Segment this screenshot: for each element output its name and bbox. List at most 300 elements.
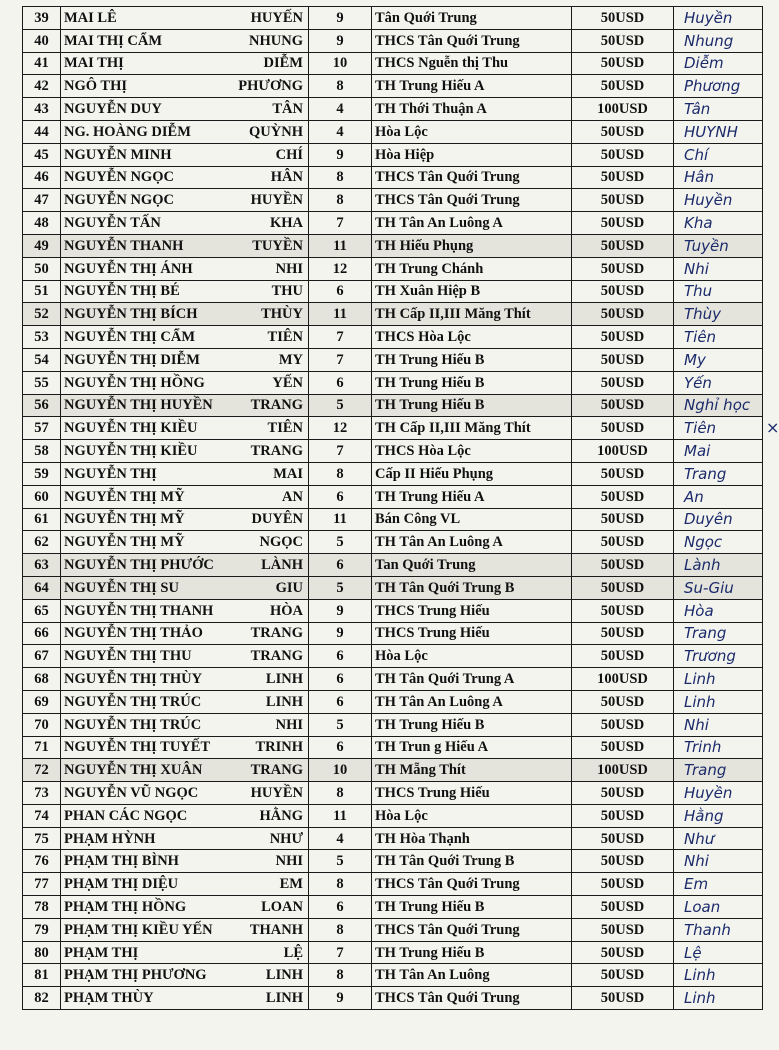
amount: 50USD (572, 554, 674, 577)
surname: NG. HOÀNG DIỄM (64, 123, 191, 140)
row-number: 76 (23, 850, 61, 873)
grade: 6 (309, 690, 372, 713)
table-row (23, 280, 763, 303)
student-name-wrap (64, 31, 305, 51)
amount: 50USD (572, 280, 674, 303)
student-name-wrap (64, 327, 305, 347)
signature: Nhung (674, 29, 763, 52)
student-name-wrap (64, 395, 305, 415)
signature: Linh (674, 668, 763, 691)
grade: 11 (309, 804, 372, 827)
student-name (61, 212, 309, 235)
school: TH Trung Hiếu B (372, 896, 572, 919)
student-name (61, 736, 309, 759)
school: THCS Nguễn thị Thu (372, 52, 572, 75)
table-row (23, 508, 763, 531)
table-row (23, 394, 763, 417)
row-number: 78 (23, 896, 61, 919)
signature: Tiên (674, 417, 763, 440)
grade: 9 (309, 599, 372, 622)
table-row (23, 782, 763, 805)
grade: 7 (309, 941, 372, 964)
amount: 50USD (572, 303, 674, 326)
student-name-wrap (64, 509, 305, 529)
row-number: 65 (23, 599, 61, 622)
amount: 50USD (572, 622, 674, 645)
student-name-wrap (64, 806, 305, 826)
student-name (61, 941, 309, 964)
school: TH Tân Quới Trung B (372, 576, 572, 599)
signature: Như (674, 827, 763, 850)
row-number: 64 (23, 576, 61, 599)
given-name: MAI (273, 465, 303, 482)
student-name-wrap (64, 555, 305, 575)
grade: 4 (309, 120, 372, 143)
table-row (23, 576, 763, 599)
given-name: NHI (275, 716, 303, 733)
given-name: NHUNG (249, 32, 303, 49)
given-name: LỆ (283, 944, 303, 961)
surname: NGUYỄN THỊ HUYỀN (64, 397, 213, 414)
student-name-wrap (64, 988, 305, 1008)
table-row (23, 440, 763, 463)
grade: 9 (309, 29, 372, 52)
signature: Linh (674, 690, 763, 713)
student-name (61, 827, 309, 850)
surname: MAI THỊ (64, 55, 124, 72)
row-number: 68 (23, 668, 61, 691)
surname: NGUYỄN THỊ TUYẾT (64, 739, 211, 756)
signature: An (674, 485, 763, 508)
student-name (61, 120, 309, 143)
student-name-wrap (64, 737, 305, 757)
student-name-wrap (64, 145, 305, 165)
given-name: TRANG (250, 648, 303, 665)
given-name: TRANG (250, 443, 303, 460)
surname: MAI LÊ (64, 9, 117, 26)
amount: 50USD (572, 417, 674, 440)
student-name-wrap (64, 920, 305, 940)
amount: 50USD (572, 120, 674, 143)
row-number: 48 (23, 212, 61, 235)
surname: PHẠM THỊ (64, 944, 139, 961)
given-name: TÂN (272, 101, 303, 118)
grade: 8 (309, 782, 372, 805)
school: THCS Trung Hiếu (372, 622, 572, 645)
student-name (61, 531, 309, 554)
grade: 11 (309, 234, 372, 257)
school: TH Tân Quới Trung B (372, 850, 572, 873)
student-name (61, 326, 309, 349)
student-name (61, 303, 309, 326)
surname: PHẠM THỊ HỒNG (64, 898, 187, 915)
student-name (61, 440, 309, 463)
student-name-wrap (64, 532, 305, 552)
surname: NGUYỄN THỊ XUÂN (64, 762, 203, 779)
row-number: 71 (23, 736, 61, 759)
given-name: EM (279, 876, 303, 893)
row-number: 79 (23, 918, 61, 941)
given-name: MY (278, 351, 303, 368)
table-row (23, 759, 763, 782)
amount: 50USD (572, 371, 674, 394)
surname: NGUYỄN NGỌC (64, 169, 174, 186)
table-row (23, 120, 763, 143)
amount: 50USD (572, 850, 674, 873)
surname: PHẠM THỊ PHƯƠNG (64, 967, 207, 984)
grade: 4 (309, 98, 372, 121)
grade: 9 (309, 987, 372, 1010)
table-row (23, 668, 763, 691)
given-name: NHƯ (269, 830, 303, 847)
given-name: PHƯƠNG (238, 78, 303, 95)
row-number: 75 (23, 827, 61, 850)
table-row (23, 645, 763, 668)
student-name (61, 622, 309, 645)
surname: PHẠM HỲNH (64, 830, 156, 847)
school: TH Tân An Luông A (372, 690, 572, 713)
grade: 4 (309, 827, 372, 850)
table-row (23, 873, 763, 896)
signature: Nhi (674, 850, 763, 873)
grade: 8 (309, 873, 372, 896)
school: Hòa Lộc (372, 120, 572, 143)
student-name-wrap (64, 578, 305, 598)
table-row (23, 850, 763, 873)
row-number: 53 (23, 326, 61, 349)
table-row (23, 736, 763, 759)
student-name (61, 804, 309, 827)
student-name-wrap (64, 167, 305, 187)
school: TH Tân An Luông A (372, 212, 572, 235)
student-name (61, 713, 309, 736)
row-number: 61 (23, 508, 61, 531)
surname: NGUYỄN NGỌC (64, 192, 174, 209)
signature: Trương (674, 645, 763, 668)
given-name: TIÊN (267, 420, 303, 437)
surname: NGUYỄN DUY (64, 101, 162, 118)
signature: Hằng (674, 804, 763, 827)
table-row (23, 326, 763, 349)
row-number: 73 (23, 782, 61, 805)
grade: 5 (309, 394, 372, 417)
given-name: AN (282, 488, 303, 505)
grade: 5 (309, 850, 372, 873)
grade: 5 (309, 713, 372, 736)
amount: 50USD (572, 645, 674, 668)
amount: 50USD (572, 918, 674, 941)
student-name (61, 850, 309, 873)
row-number: 63 (23, 554, 61, 577)
signature: Thanh (674, 918, 763, 941)
given-name: LÀNH (261, 557, 303, 574)
signature: Tuyền (674, 234, 763, 257)
table-row (23, 690, 763, 713)
school: TH Trung Hiếu B (372, 941, 572, 964)
student-name (61, 234, 309, 257)
student-name-wrap (64, 943, 305, 963)
surname: NGUYỄN THỊ HỒNG (64, 374, 205, 391)
student-name-wrap (64, 464, 305, 484)
amount: 50USD (572, 873, 674, 896)
row-number: 50 (23, 257, 61, 280)
amount: 50USD (572, 713, 674, 736)
table-row (23, 7, 763, 30)
signature: Phương (674, 75, 763, 98)
amount: 100USD (572, 98, 674, 121)
student-name (61, 554, 309, 577)
signature: Loan (674, 896, 763, 919)
student-name-wrap (64, 897, 305, 917)
amount: 50USD (572, 257, 674, 280)
row-number: 47 (23, 189, 61, 212)
grade: 9 (309, 7, 372, 30)
signature: My (674, 348, 763, 371)
row-number: 81 (23, 964, 61, 987)
student-name-wrap (64, 487, 305, 507)
school: TH Trung Hiếu A (372, 485, 572, 508)
table-row (23, 166, 763, 189)
surname: NGUYỄN THỊ TRÚC (64, 716, 202, 733)
amount: 50USD (572, 782, 674, 805)
amount: 50USD (572, 189, 674, 212)
school: THCS Tân Quới Trung (372, 29, 572, 52)
row-number: 59 (23, 462, 61, 485)
student-name (61, 918, 309, 941)
school: THCS Hòa Lộc (372, 326, 572, 349)
row-number: 80 (23, 941, 61, 964)
amount: 50USD (572, 7, 674, 30)
grade: 8 (309, 166, 372, 189)
school: THCS Tân Quới Trung (372, 189, 572, 212)
given-name: LINH (265, 693, 303, 710)
table-row (23, 896, 763, 919)
surname: NGUYỄN THỊ THẢO (64, 625, 203, 642)
grade: 12 (309, 257, 372, 280)
school: TH Cấp II,III Măng Thít (372, 417, 572, 440)
signature: Nghỉ học (674, 394, 763, 417)
grade: 8 (309, 964, 372, 987)
given-name: THU (271, 283, 303, 300)
given-name: TRINH (255, 739, 303, 756)
row-number: 51 (23, 280, 61, 303)
given-name: TRANG (250, 762, 303, 779)
table-row (23, 713, 763, 736)
amount: 50USD (572, 234, 674, 257)
row-number: 41 (23, 52, 61, 75)
table-row (23, 941, 763, 964)
table-row (23, 52, 763, 75)
amount: 100USD (572, 440, 674, 463)
school: TH Tân An Luông (372, 964, 572, 987)
student-name-wrap (64, 259, 305, 279)
given-name: HÂN (270, 169, 303, 186)
student-name-wrap (64, 236, 305, 256)
amount: 50USD (572, 964, 674, 987)
student-name-wrap (64, 851, 305, 871)
grade: 5 (309, 531, 372, 554)
given-name: HUYỀN (250, 192, 303, 209)
student-name-wrap (64, 783, 305, 803)
student-name-wrap (64, 965, 305, 985)
school: TH Trun g Hiếu A (372, 736, 572, 759)
student-name (61, 348, 309, 371)
grade: 11 (309, 508, 372, 531)
grade: 7 (309, 440, 372, 463)
row-number: 56 (23, 394, 61, 417)
student-name-wrap (64, 190, 305, 210)
surname: NGUYỄN THỊ THU (64, 648, 192, 665)
table-row (23, 622, 763, 645)
signature: Lành (674, 554, 763, 577)
given-name: TRANG (250, 625, 303, 642)
surname: PHẠM THỊ DIỆU (64, 876, 179, 893)
grade: 7 (309, 348, 372, 371)
given-name: LINH (265, 671, 303, 687)
amount: 50USD (572, 52, 674, 75)
signature: Hân (674, 166, 763, 189)
given-name: HUYẾN (250, 9, 303, 26)
surname: NGUYỄN THỊ BÉ (64, 283, 180, 300)
amount: 50USD (572, 531, 674, 554)
student-name-wrap (64, 53, 305, 73)
student-name (61, 964, 309, 987)
grade: 6 (309, 645, 372, 668)
school: Cấp II Hiếu Phụng (372, 462, 572, 485)
row-number: 49 (23, 234, 61, 257)
student-name-wrap (64, 601, 305, 621)
table-row (23, 987, 763, 1010)
student-name-wrap (64, 692, 305, 712)
school: TH Trung Hiếu B (372, 713, 572, 736)
amount: 50USD (572, 29, 674, 52)
surname: NGUYỄN VŨ NGỌC (64, 784, 199, 801)
row-number: 72 (23, 759, 61, 782)
school: TH Mẵng Thít (372, 759, 572, 782)
school: Tân Quới Trung (372, 7, 572, 30)
signature: Huyền (674, 7, 763, 30)
student-name (61, 189, 309, 212)
given-name: HÒA (269, 602, 303, 619)
school: TH Trung Hiếu B (372, 348, 572, 371)
grade: 5 (309, 576, 372, 599)
grade: 8 (309, 918, 372, 941)
given-name: YẾN (272, 374, 303, 391)
grade: 6 (309, 554, 372, 577)
given-name: CHÍ (275, 146, 303, 163)
row-number: 58 (23, 440, 61, 463)
row-number: 40 (23, 29, 61, 52)
amount: 50USD (572, 804, 674, 827)
roster-sheet (22, 6, 762, 1010)
grade: 6 (309, 280, 372, 303)
student-name-wrap (64, 715, 305, 735)
row-number: 74 (23, 804, 61, 827)
student-name-wrap (64, 350, 305, 370)
signature: Huyền (674, 189, 763, 212)
row-number: 77 (23, 873, 61, 896)
school: THCS Tân Quới Trung (372, 987, 572, 1010)
table-row (23, 964, 763, 987)
student-name-wrap (64, 99, 305, 119)
student-name (61, 280, 309, 303)
signature: Trang (674, 759, 763, 782)
student-name-wrap (64, 441, 305, 461)
student-name (61, 896, 309, 919)
student-name (61, 98, 309, 121)
surname: NGUYỄN THỊ SU (64, 579, 179, 596)
school: TH Tân An Luông A (372, 531, 572, 554)
table-row (23, 531, 763, 554)
signature: Thùy (674, 303, 763, 326)
given-name: LINH (265, 990, 303, 1007)
surname: PHẠM THỊ BÌNH (64, 853, 179, 870)
school: TH Hiếu Phụng (372, 234, 572, 257)
table-row (23, 212, 763, 235)
grade: 6 (309, 485, 372, 508)
amount: 50USD (572, 690, 674, 713)
row-number: 42 (23, 75, 61, 98)
school: THCS Tân Quới Trung (372, 918, 572, 941)
school: TH Trung Chánh (372, 257, 572, 280)
grade: 6 (309, 896, 372, 919)
student-name (61, 508, 309, 531)
row-number: 82 (23, 987, 61, 1010)
given-name: THANH (249, 921, 303, 938)
row-number: 46 (23, 166, 61, 189)
given-name: HUYỀN (250, 784, 303, 801)
table-row (23, 827, 763, 850)
grade: 10 (309, 52, 372, 75)
table-row (23, 371, 763, 394)
table-row (23, 554, 763, 577)
student-name (61, 166, 309, 189)
table-row (23, 75, 763, 98)
surname: NGUYỄN MINH (64, 146, 172, 163)
amount: 50USD (572, 462, 674, 485)
given-name: NGỌC (259, 534, 303, 551)
student-name (61, 417, 309, 440)
table-row (23, 98, 763, 121)
surname: NGUYỄN THỊ THANH (64, 602, 214, 619)
signature: Nhi (674, 257, 763, 280)
signature: Mai (674, 440, 763, 463)
table-row (23, 918, 763, 941)
grade: 10 (309, 759, 372, 782)
school: TH Trung Hiếu A (372, 75, 572, 98)
surname: NGÔ THỊ (64, 78, 127, 95)
amount: 50USD (572, 987, 674, 1010)
grade: 9 (309, 143, 372, 166)
surname: NGUYỄN THANH (64, 237, 184, 254)
row-number: 60 (23, 485, 61, 508)
signature: Tiên (674, 326, 763, 349)
given-name: DUYÊN (251, 511, 303, 528)
student-name-wrap (64, 646, 305, 666)
student-name (61, 690, 309, 713)
surname: PHẠM THÙY (64, 990, 154, 1007)
signature: Trang (674, 622, 763, 645)
student-name (61, 485, 309, 508)
student-name (61, 576, 309, 599)
student-name (61, 873, 309, 896)
signature: Lệ (674, 941, 763, 964)
surname: NGUYỄN THỊ MỸ (64, 488, 185, 505)
table-row (23, 303, 763, 326)
signature: Em (674, 873, 763, 896)
signature: Su-Giu (674, 576, 763, 599)
school: THCS Trung Hiếu (372, 782, 572, 805)
